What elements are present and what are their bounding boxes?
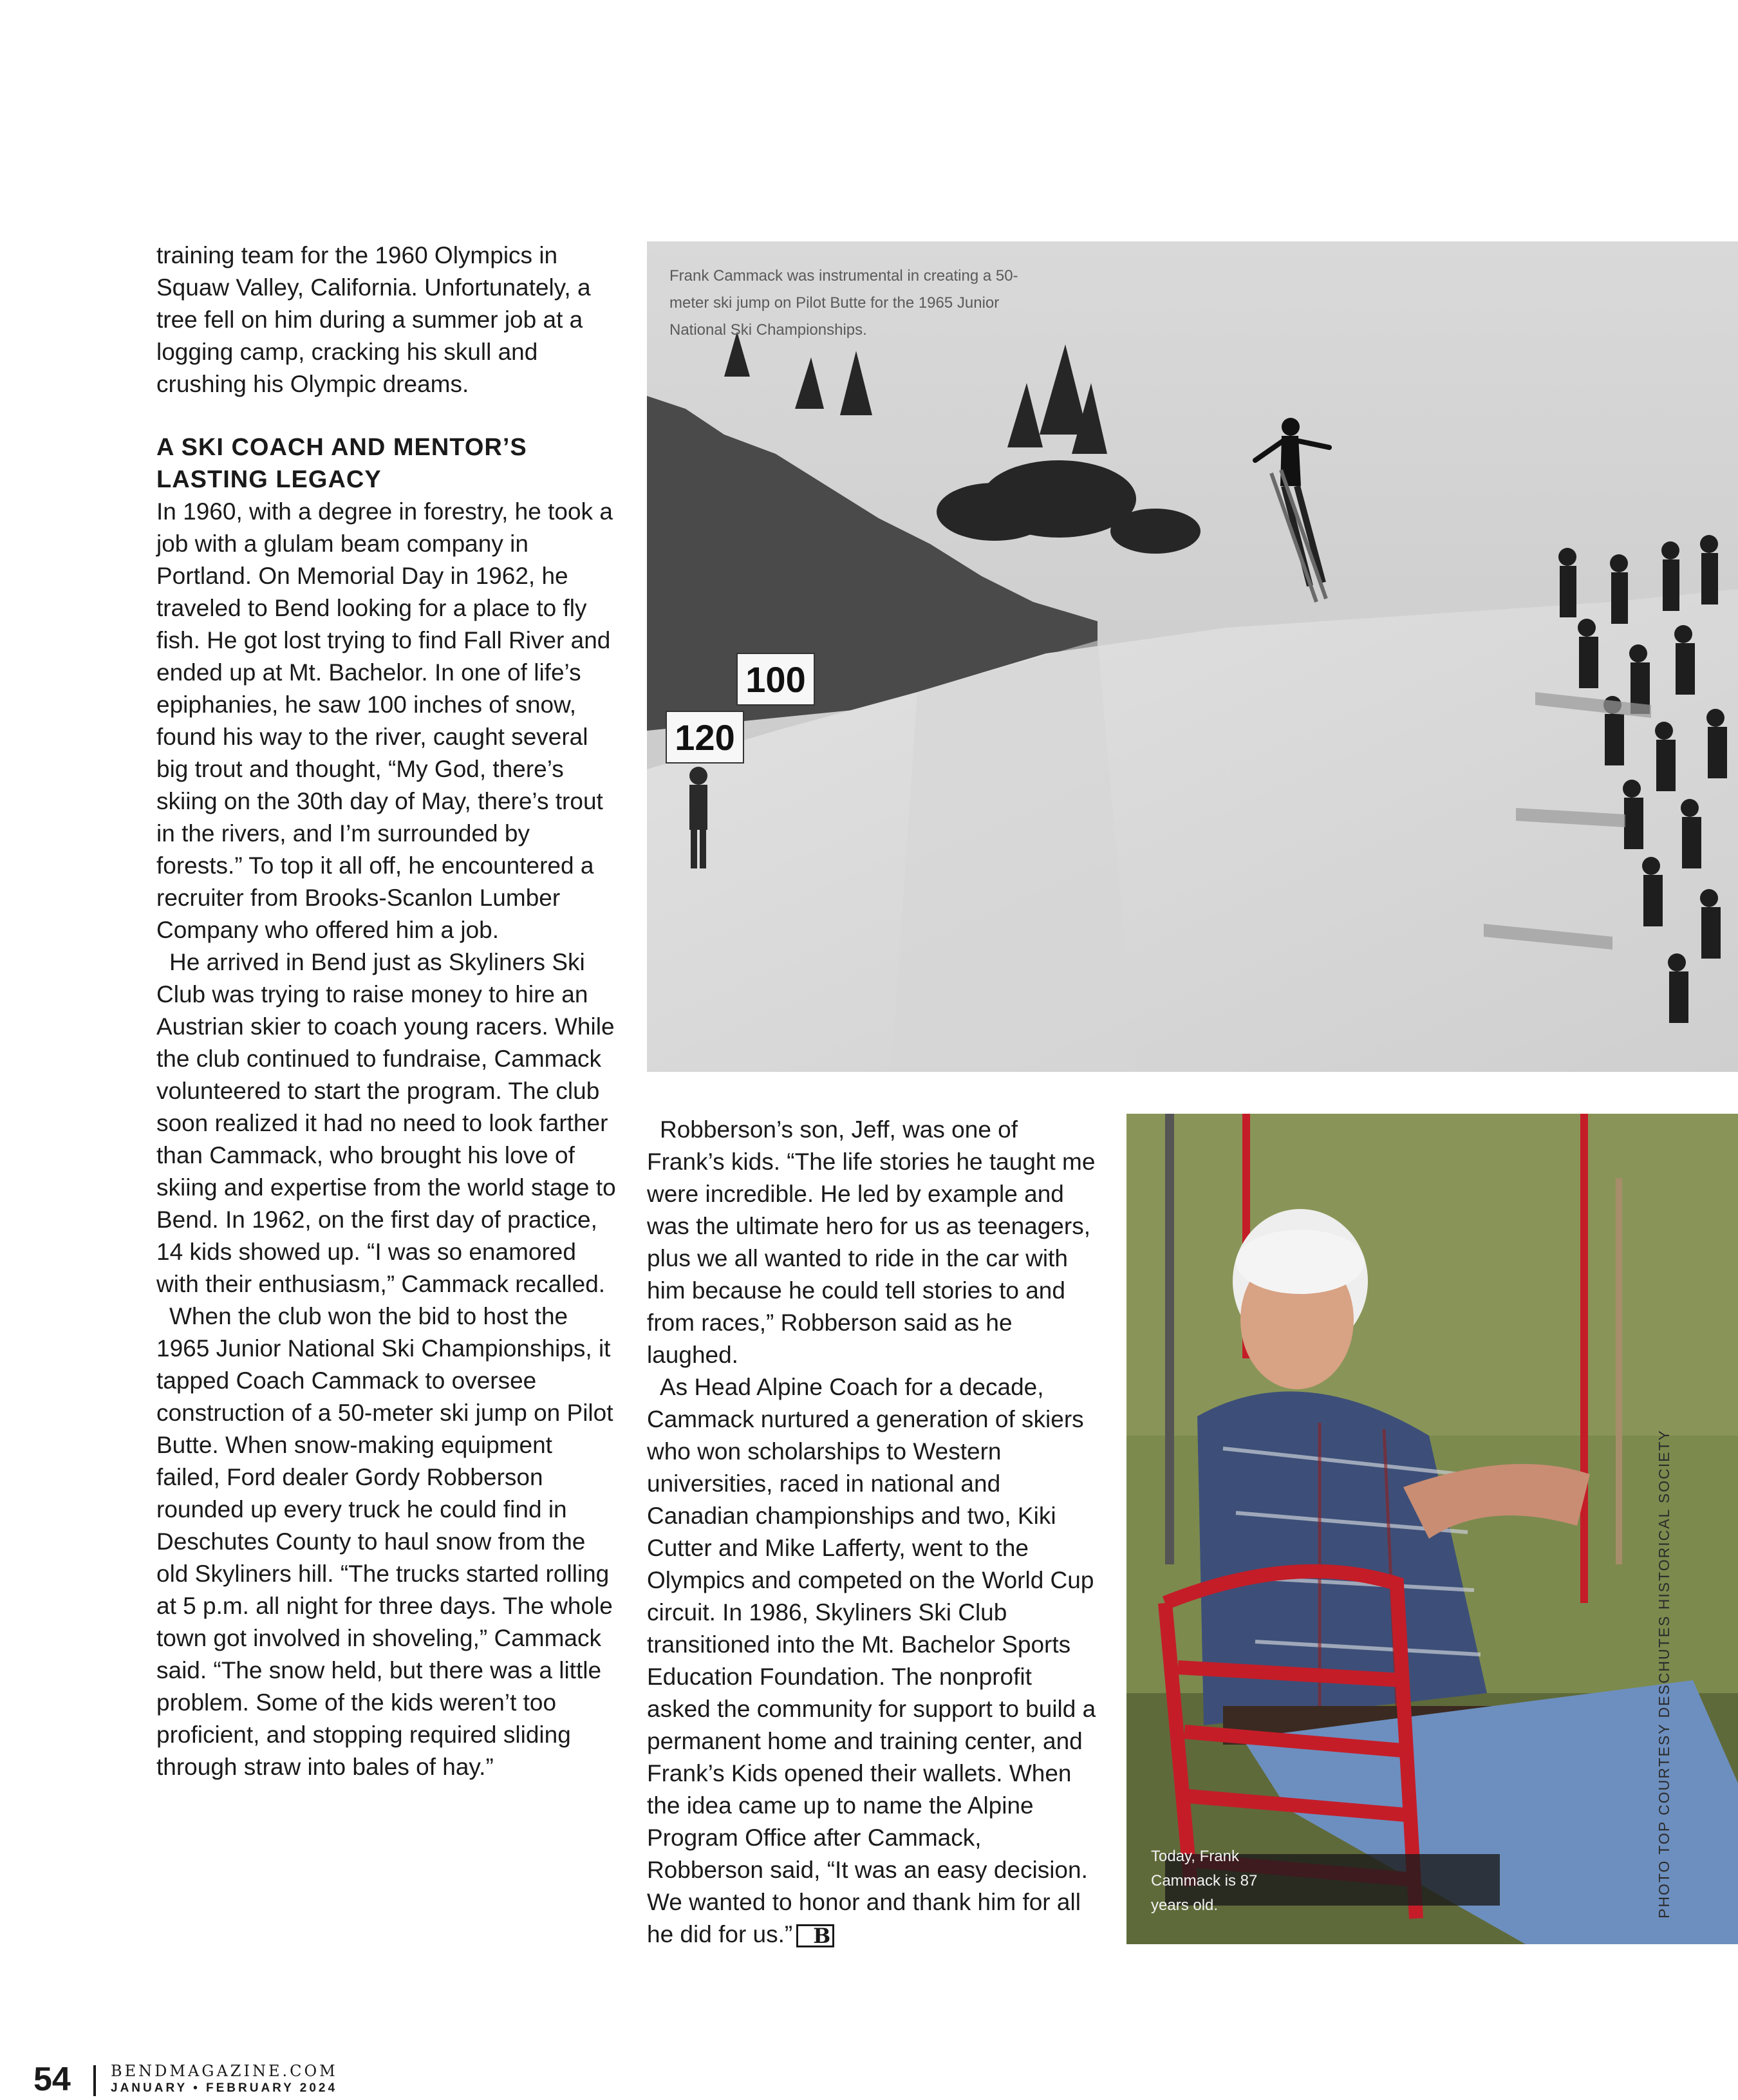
photo-caption-bottom: Today, Frank Cammack is 87 years old. (1151, 1848, 1258, 1914)
photo-caption-top: Frank Cammack was instrumental in creating a 50-meter ski jump on Pilot Butte for the 1965 Junior National Ski Championships. (669, 267, 1018, 339)
ski-jump-photo (647, 241, 1738, 1072)
photo-credit: PHOTO TOP COURTESY DESCHUTES HISTORICAL SOCIETY (1656, 1429, 1672, 1918)
ski-jump-photo-art (647, 241, 1738, 1072)
article-middle-column (647, 1114, 1098, 1951)
page-number: 54 (33, 2061, 71, 2098)
article-paragraph: training team for the 1960 Olympics in Squaw Valley, California. Unfortunately, a tree fell on him during a summer job at a logging camp, cracking his skull and crushing his Olympic dreams. (156, 242, 591, 397)
article-paragraph: Robberson’s son, Jeff, was one of Frank’s kids. “The life stories he taught me were incredible. He led by example and was the ultimate hero for us as teenagers, plus we all wanted to ride in the car with him because he could tell stories to and from races,” Robberson said as he laughed. (647, 1116, 1096, 1368)
issue-date: JANUARY • FEBRUARY 2024 (111, 2081, 338, 2095)
svg-text:100: 100 (745, 659, 806, 700)
article-paragraph: In 1960, with a degree in forestry, he took a job with a glulam beam company in Portland. On Memorial Day in 1962, he traveled to Bend looking for a place to fly fish. He got lost trying to find Fall River and ended up at Mt. Bachelor. In one of life’s epiphanies, he saw 100 inches of snow, found his way to the river, caught several big trout and thought, “My God, there’s skiing on the 30th day of May, there’s trout in the rivers, and I’m surrounded by forests.” To top it all off, he encountered a recruiter from Brooks-Scanlon Lumber Company who offered him a job. (156, 498, 613, 943)
svg-text:120: 120 (675, 717, 735, 758)
section-subhead: A SKI COACH AND MENTOR’S LASTING LEGACY (156, 434, 527, 493)
site-name: BENDMAGAZINE.COM (111, 2062, 338, 2080)
article-paragraph-text: As Head Alpine Coach for a decade, Cammack nurtured a generation of skiers who won scholarships to Western universities, raced in national and Canadian championships and two, Kiki Cutter and Mike Lafferty, went to the Olympics and competed on the World Cup circuit. In 1986, Skyliners Ski Club transitioned into the Mt. Bachelor Sports Education Foundation. The nonprofit asked the community for support to build a permanent home and training center, and Frank’s Kids opened their wallets. When the idea came up to name the Alpine Program Office after Cammack, Robberson said, “It was an easy decision. We wanted to honor and thank him for all he did for us.” (647, 1374, 1096, 1947)
distance-sign-100 (737, 653, 814, 705)
lift-pole (1165, 1114, 1174, 1564)
article-paragraph: He arrived in Bend just as Skyliners Ski Club was trying to raise money to hire an Austrian skier to coach young racers. While the club continued to fundraise, Cammack volunteered to start the program. The club soon realized it had no need to look farther than Cammack, who brought his love of skiing and expertise from the world stage to Bend. In 1962, on the first day of practice, 14 kids showed up. “I was so enamored with their enthusiasm,” Cammack recalled. (156, 949, 616, 1297)
footer-divider (93, 2065, 96, 2096)
chair-frame-pole-right (1580, 1114, 1588, 1603)
distance-sign-120 (666, 711, 743, 763)
frank-cammack-photo (1126, 1114, 1738, 1944)
article-left-column (156, 239, 620, 1783)
frank-cammack-photo-art (1126, 1114, 1738, 1944)
article-paragraph (647, 1371, 1098, 1951)
end-mark-logo: B (796, 1924, 834, 1947)
article-paragraph: When the club won the bid to host the 1965 Junior National Ski Championships, it tapped Coach Cammack to oversee construction of a 50-meter ski jump on Pilot Butte. When snow-making equipment failed, Ford dealer Gordy Robberson rounded up every truck he could find in Deschutes County to haul snow from the old Skyliners hill. “The trucks started rolling at 5 p.m. all night for three days. The whole town got involved in shoveling,” Cammack said. “The snow held, but there was a little problem. Some of the kids weren’t too proficient, and stopping required sliding through straw into bales of hay.” (156, 1303, 613, 1780)
